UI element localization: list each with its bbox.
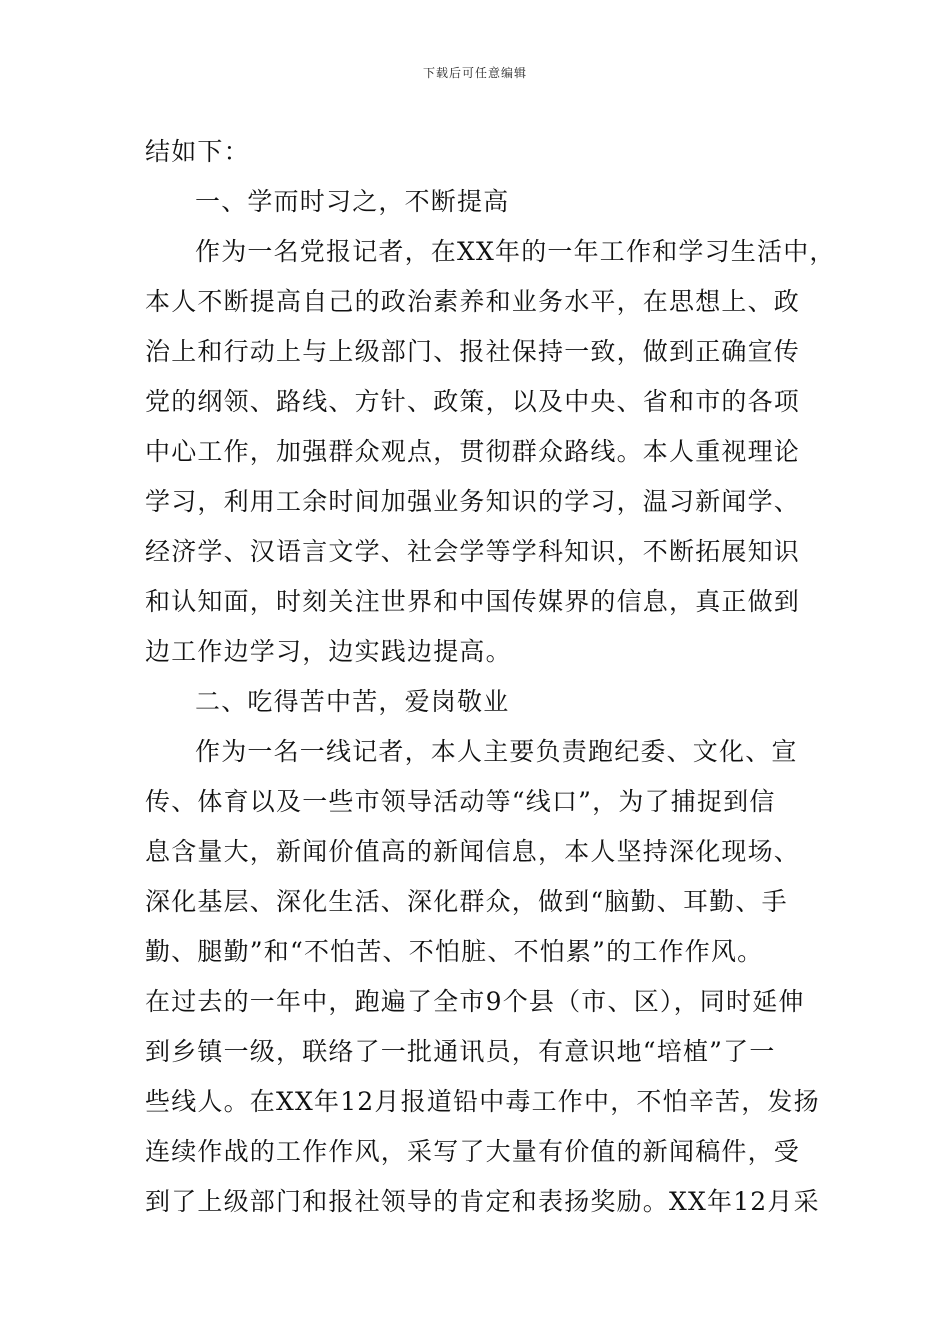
text-line: 到了上级部门和报社领导的肯定和表扬奖励。XX年12月采 — [145, 1187, 820, 1216]
text-line: 边工作边学习，边实践边提高。 — [145, 637, 512, 666]
text-line: 结如下： — [145, 137, 250, 166]
document-body — [145, 131, 845, 1231]
text-line: 勤、腿勤”和“不怕苦、不怕脏、不怕累”的工作作风。 — [145, 937, 764, 966]
text-line: 党的纲领、路线、方针、政策，以及中央、省和市的各项 — [145, 387, 801, 416]
text-line: 中心工作，加强群众观点，贯彻群众路线。本人重视理论 — [145, 437, 801, 466]
text-line: 治上和行动上与上级部门、报社保持一致，做到正确宣传 — [145, 337, 801, 366]
section-heading-2: 二、吃得苦中苦，爱岗敬业 — [195, 687, 510, 716]
page-header: 下载后可任意编辑 — [422, 66, 527, 80]
text-line: 本人不断提高自己的政治素养和业务水平，在思想上、政 — [145, 287, 801, 316]
text-line: 经济学、汉语言文学、社会学等学科知识，不断拓展知识 — [145, 537, 801, 566]
text-line: 作为一名一线记者，本人主要负责跑纪委、文化、宣 — [195, 737, 798, 766]
text-line: 在过去的一年中，跑遍了全市9个县（市、区），同时延伸 — [145, 987, 805, 1016]
section-heading-1: 一、学而时习之，不断提高 — [195, 187, 510, 216]
text-line: 连续作战的工作作风，采写了大量有价值的新闻稿件，受 — [145, 1137, 801, 1166]
text-line: 作为一名党报记者，在XX年的一年工作和学习生活中， — [195, 237, 836, 266]
text-line: 深化基层、深化生活、深化群众，做到“脑勤、耳勤、手 — [145, 887, 788, 916]
text-line: 传、体育以及一些市领导活动等“线口”，为了捕捉到信 — [145, 787, 776, 816]
text-line: 到乡镇一级，联络了一批通讯员，有意识地“培植”了一 — [145, 1037, 776, 1066]
text-line: 些线人。在XX年12月报道铅中毒工作中，不怕辛苦，发扬 — [145, 1087, 820, 1116]
text-line: 学习，利用工余时间加强业务知识的学习，温习新闻学、 — [145, 487, 801, 516]
text-line: 息含量大，新闻价值高的新闻信息，本人坚持深化现场、 — [145, 837, 801, 866]
text-line: 和认知面，时刻关注世界和中国传媒界的信息，真正做到 — [145, 587, 801, 616]
